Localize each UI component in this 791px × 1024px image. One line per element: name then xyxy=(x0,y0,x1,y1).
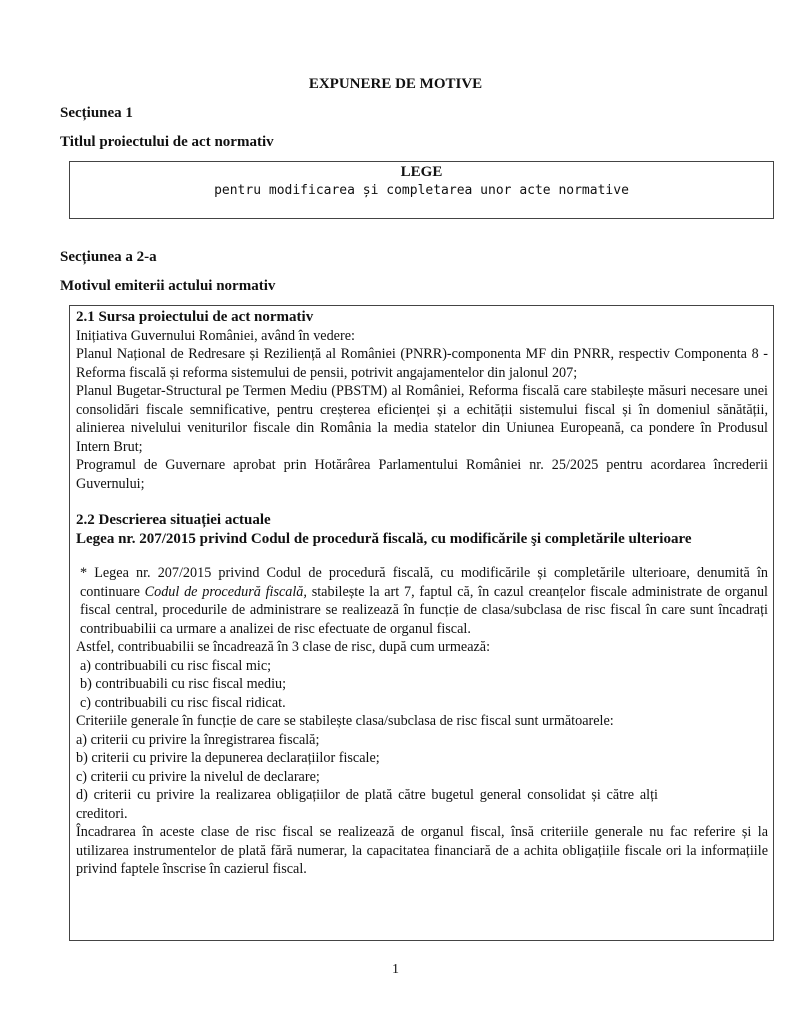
class-item: c) contribuabili cu risc fiscal ridicat. xyxy=(80,694,286,711)
act-subtitle: pentru modificarea și completarea unor acte normative xyxy=(214,183,629,198)
criteria-item: d) criterii cu privire la realizarea obligațiilor de plată către bugetul general consolidat și către alți creditori. xyxy=(76,787,658,822)
s22-para-part: stabilește la art 7, faptul că, în cazul creanțelor fiscale administrate de organul fiscal central, procedurile de administrare se realizează în funcție de clasa/subclasa de risc fiscal în care sunt încadrați contribuabilii ca urmare a analizei de risc efectuate de organul fiscal. xyxy=(80,583,768,637)
criteria-item: a) criterii cu privire la înregistrarea fiscală; xyxy=(76,731,320,748)
s22-law-title: Legea nr. 207/2015 privind Codul de procedură fiscală, cu modificările şi completările ulterioare xyxy=(76,530,692,547)
criteria-intro: Criteriile generale în funcție de care se stabilește clasa/subclasa de risc fiscal sunt următoarele: xyxy=(76,713,614,729)
page-number: 1 xyxy=(392,962,399,977)
section2-heading: Secțiunea a 2-a xyxy=(60,249,157,265)
s22-paragraph xyxy=(76,564,768,638)
s22-para-part: * Legea nr. 207/2015 privind Codul de procedură fiscală, cu modificările și completările ulterioare, denumită în continuare xyxy=(80,565,768,600)
act-title-box xyxy=(69,161,774,219)
motive-box xyxy=(69,305,774,941)
class-item: a) contribuabili cu risc fiscal mic; xyxy=(80,657,272,674)
closing-paragraph: Încadrarea în aceste clase de risc fiscal se realizează de organul fiscal, însă criteriile generale nu fac referire și la utilizarea instrumentelor de plată fără numerar, la capacitatea financiară de a achita obligațiile fiscale ori la informațiile privind faptele înscrise în cazierul fiscal. xyxy=(76,824,768,877)
classes-intro: Astfel, contribuabilii se încadrează în 3 clase de risc, după cum urmează: xyxy=(76,639,491,655)
s21-line: Programul de Guvernare aprobat prin Hotărârea Parlamentului României nr. 25/2025 pentru acordarea încrederii Guvernului; xyxy=(76,457,768,492)
document-title: EXPUNERE DE MOTIVE xyxy=(308,76,483,92)
criteria-item: c) criterii cu privire la nivelul de declarare; xyxy=(76,768,320,785)
s21-line: Planul Bugetar-Structural pe Termen Mediu (PBSTM) al României, Reforma fiscală care stabilește măsuri necesare unei consolidări fiscale semnificative, pentru creșterea eficienței și a echității sistemului fiscal și în domeniul sănătății, alinierea nivelului veniturilor fiscale din România la media statelor din Uniunea Europeană, ca pondere în Produsul Intern Brut; xyxy=(76,383,768,455)
s21-line: Inițiativa Guvernului României, având în vedere: xyxy=(76,327,355,344)
section1-heading: Secțiunea 1 xyxy=(60,105,133,121)
s22-para-italic: Codul de procedură fiscală, xyxy=(144,583,307,600)
s21-line: Planul Național de Redresare și Reziliență al României (PNRR)-componenta MF din PNRR, respectiv Componenta 8 - Reforma fiscală și reforma sistemului de pensii, potrivit angajamentelor din jalonul 207; xyxy=(76,346,768,381)
section2-subheading: Motivul emiterii actului normativ xyxy=(60,278,276,294)
criteria-item: b) criterii cu privire la depunerea declarațiilor fiscale; xyxy=(76,750,380,766)
s21-title: 2.1 Sursa proiectului de act normativ xyxy=(76,309,314,325)
section1-subheading: Titlul proiectului de act normativ xyxy=(60,134,274,150)
class-item: b) contribuabili cu risc fiscal mediu; xyxy=(80,676,287,692)
s22-title: 2.2 Descrierea situației actuale xyxy=(76,512,271,528)
act-type: LEGE xyxy=(400,164,443,180)
